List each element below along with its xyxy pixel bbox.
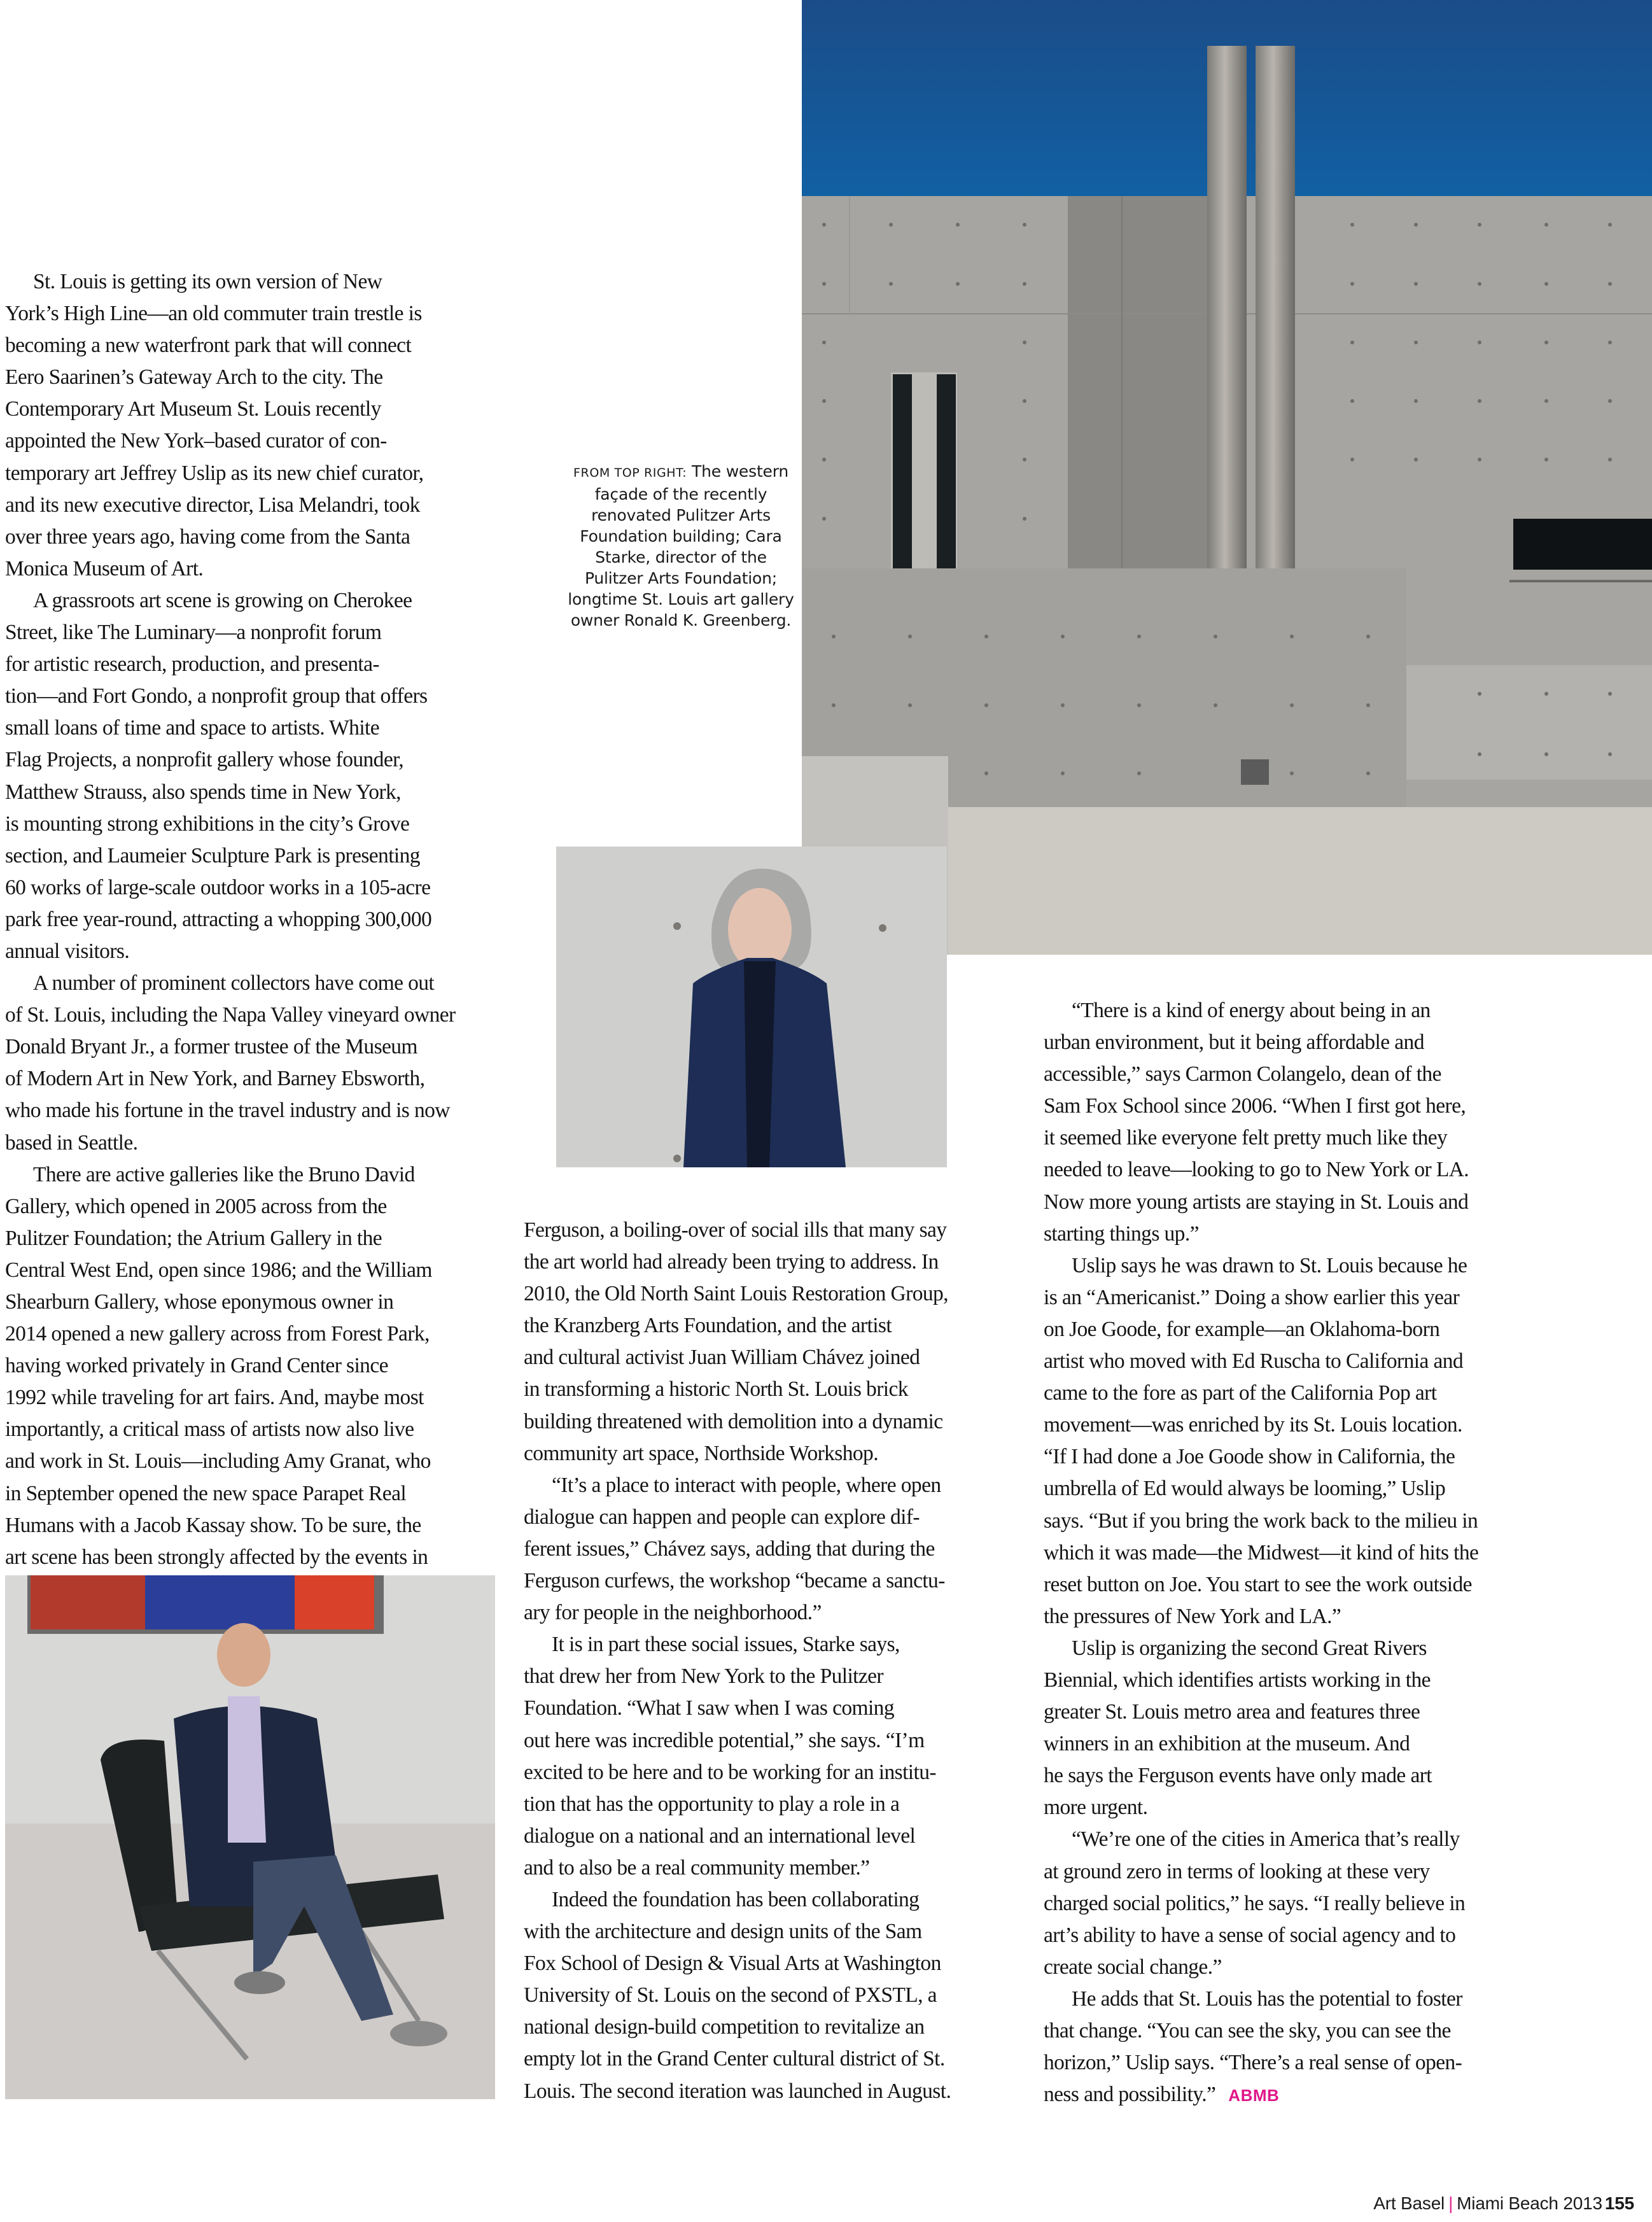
vent	[1241, 759, 1269, 785]
text-line: Louis. The second iteration was launched in August.	[524, 2079, 951, 2103]
text-line: starting things up.”	[1044, 1221, 1199, 1246]
text-line: movement—was enriched by its St. Louis location.	[1044, 1413, 1462, 1437]
text-line: Contemporary Art Museum St. Louis recently	[5, 397, 381, 421]
article-column-middle	[524, 1214, 1014, 2107]
text-line: ness and possibility.” ABMB	[1044, 2083, 1280, 2107]
article-column-right	[1044, 995, 1540, 2111]
text-line: empty lot in the Grand Center cultural district of St.	[524, 2047, 945, 2071]
text-line: who made his fortune in the travel industry and is now	[5, 1099, 450, 1123]
text-line: It is in part these social issues, Starke says,	[552, 1633, 900, 1657]
text-line: umbrella of Ed would always be looming,” Uslip	[1044, 1477, 1446, 1501]
text-line: becoming a new waterfront park that will connect	[5, 334, 412, 358]
text-line: having worked privately in Grand Center since	[5, 1354, 388, 1378]
chimney-pipe	[1256, 46, 1295, 569]
text-line: with the architecture and design units of the Sam	[524, 1920, 922, 1944]
caption-lead: FROM TOP RIGHT:	[573, 466, 687, 480]
text-line: York’s High Line—an old commuter train trestle is	[5, 302, 422, 326]
text-line: which it was made—the Midwest—it kind of hits the	[1044, 1540, 1479, 1565]
paragraph	[1044, 1250, 1540, 1633]
text-line: he says the Ferguson events have only made art	[1044, 1764, 1432, 1788]
text-line: Ferguson curfews, the workshop “became a sanctu-	[524, 1569, 945, 1593]
shadow-panel	[1068, 196, 1208, 568]
text-line: and work in St. Louis—including Amy Granat, who	[5, 1449, 431, 1473]
text-line: artist who moved with Ed Ruscha to California and	[1044, 1349, 1464, 1374]
text-line: “If I had done a Joe Goode show in California, the	[1044, 1445, 1455, 1469]
text-line: Humans with a Jacob Kassay show. To be sure, the	[5, 1513, 421, 1537]
text-line: out here was incredible potential,” she says. “I’m	[524, 1728, 925, 1752]
text-line: reset button on Joe. You start to see the work outside	[1044, 1572, 1472, 1596]
text-line: He adds that St. Louis has the potential to foster	[1072, 1986, 1462, 2011]
text-line: over three years ago, having come from the Santa	[5, 524, 410, 549]
text-line: the Kranzberg Arts Foundation, and the artist	[524, 1314, 892, 1338]
text-line: ferent issues,” Chávez says, adding that during the	[524, 1536, 935, 1561]
text-line: in transforming a historic North St. Louis brick	[524, 1377, 908, 1402]
text-line: Now more young artists are staying in St. Louis and	[1044, 1190, 1469, 1214]
text-line: section, and Laumeier Sculpture Park is presenting	[5, 843, 420, 868]
text-line: it seemed like everyone felt pretty much like they	[1044, 1126, 1448, 1150]
facade-illustration	[802, 0, 1652, 955]
text-line: Flag Projects, a nonprofit gallery whose founder,	[5, 748, 404, 772]
text-line: park free year-round, attracting a whopping 300,000	[5, 907, 432, 931]
text-line: Ferguson, a boiling-over of social ills that many say	[524, 1218, 947, 1242]
edition-name: Miami Beach 2013	[1457, 2193, 1602, 2213]
text-line: is an “Americanist.” Doing a show earlier this year	[1044, 1285, 1460, 1309]
text-line: Gallery, which opened in 2005 across from the	[5, 1194, 387, 1218]
paragraph	[5, 1159, 496, 1573]
article-column-left	[5, 266, 496, 1573]
text-line: 1992 while traveling for art fairs. And, maybe most	[5, 1386, 424, 1410]
text-line: in September opened the new space Parapet Real	[5, 1481, 407, 1505]
text-line: and to also be a real community member.”	[524, 1855, 870, 1880]
paragraph	[1044, 1633, 1540, 1824]
pavement	[948, 807, 1652, 955]
paragraph	[5, 967, 496, 1159]
text-line: tion that has the opportunity to play a role in a	[524, 1792, 900, 1816]
text-line: create social change.”	[1044, 1955, 1222, 1979]
text-line: charged social politics,” he says. “I really believe in	[1044, 1891, 1466, 1915]
text-line: of St. Louis, including the Napa Valley vineyard owner	[5, 1003, 456, 1027]
paragraph	[524, 1470, 1014, 1629]
text-line: “It’s a place to interact with people, where open	[552, 1473, 941, 1497]
text-line: Foundation. “What I saw when I was coming	[524, 1696, 894, 1720]
text-line: the art world had already been trying to address. In	[524, 1250, 939, 1274]
text-line: Donald Bryant Jr., a former trustee of the Museum	[5, 1035, 417, 1059]
text-line: 2010, the Old North Saint Louis Restoration Group,	[524, 1282, 948, 1306]
text-line: the pressures of New York and LA.”	[1044, 1604, 1341, 1628]
text-line: is mounting strong exhibitions in the city’s Grove	[5, 812, 410, 836]
face	[217, 1623, 270, 1687]
text-line: building threatened with demolition into a dynamic	[524, 1409, 943, 1433]
photo-caption	[566, 461, 795, 631]
paragraph	[1044, 995, 1540, 1250]
text-line: 60 works of large-scale outdoor works in a 105-acre	[5, 875, 431, 899]
text-line: at ground zero in terms of looking at these very	[1044, 1859, 1430, 1883]
paragraph	[524, 1629, 1014, 1884]
text-line: says. “But if you bring the work back to the milieu in	[1044, 1508, 1478, 1533]
text-line: Matthew Strauss, also spends time in New York,	[5, 780, 401, 804]
text-line: A number of prominent collectors have come out	[33, 971, 435, 995]
text-line: and its new executive director, Lisa Melandri, took	[5, 493, 420, 517]
caption-text: The western façade of the recently renovated Pulitzer Arts Foundation building; Cara Starke, director of the Pulitzer Arts Foundation; longtime St. Louis art gallery owner Ronald K. Greenberg.	[568, 462, 794, 629]
text-line: greater St. Louis metro area and features three	[1044, 1700, 1420, 1724]
text-line: winners in an exhibition at the museum. And	[1044, 1732, 1410, 1756]
text-line: temporary art Jeffrey Uslip as its new chief curator,	[5, 461, 424, 485]
text-line: accessible,” says Carmon Colangelo, dean of the	[1044, 1062, 1441, 1086]
text-line: importantly, a critical mass of artists now also live	[5, 1417, 414, 1442]
text-line: excited to be here and to be working for an institu-	[524, 1760, 936, 1784]
text-line: University of St. Louis on the second of PXSTL, a	[524, 1983, 937, 2008]
text-line: came to the fore as part of the California Pop art	[1044, 1381, 1437, 1405]
text-line: A grassroots art scene is growing on Cherokee	[33, 588, 412, 612]
text-line: Uslip is organizing the second Great Rivers	[1072, 1636, 1427, 1660]
text-line: “There is a kind of energy about being in an	[1072, 999, 1431, 1022]
text-line: Eero Saarinen’s Gateway Arch to the city. The	[5, 365, 383, 390]
photo-ronald-greenberg	[5, 1575, 495, 2099]
page-footer	[1373, 2193, 1634, 2214]
text-line: on Joe Goode, for example—an Oklahoma-born	[1044, 1317, 1440, 1341]
text-line: that drew her from New York to the Pulitzer	[524, 1664, 883, 1689]
page-number: 155	[1604, 2193, 1634, 2213]
slit-window	[937, 374, 956, 568]
text-line: of Modern Art in New York, and Barney Ebsworth,	[5, 1067, 425, 1091]
text-line: St. Louis is getting its own version of New	[33, 270, 382, 293]
text-line: needed to leave—looking to go to New York or LA.	[1044, 1158, 1469, 1182]
text-line: art scene has been strongly affected by the events in	[5, 1545, 428, 1569]
slit-window	[893, 374, 912, 568]
text-line: for artistic research, production, and presenta-	[5, 652, 379, 677]
text-line: Fox School of Design & Visual Arts at Washington	[524, 1951, 941, 1976]
publication-name: Art Basel	[1373, 2193, 1445, 2213]
text-line: Street, like The Luminary—a nonprofit forum	[5, 621, 382, 645]
text-line: Uslip says he was drawn to St. Louis because he	[1072, 1253, 1467, 1277]
text-line: small loans of time and space to artists. White	[5, 716, 380, 740]
paragraph	[1044, 1824, 1540, 1983]
paragraph	[5, 266, 496, 585]
text-line: tion—and Fort Gondo, a nonprofit group that offers	[5, 684, 428, 708]
portrait-illustration	[556, 847, 947, 1167]
text-line: Biennial, which identifies artists working in the	[1044, 1668, 1431, 1692]
paragraph	[524, 1214, 1014, 1470]
text-line: based in Seattle.	[5, 1130, 138, 1155]
text-line: 2014 opened a new gallery across from Forest Park,	[5, 1322, 430, 1346]
text-line: “We’re one of the cities in America that’s really	[1072, 1827, 1460, 1852]
text-line: community art space, Northside Workshop.	[524, 1441, 878, 1465]
paragraph	[5, 585, 496, 967]
text-line: Sam Fox School since 2006. “When I first got here,	[1044, 1094, 1466, 1118]
footer-separator: |	[1448, 2193, 1453, 2213]
photo-cara-starke	[556, 847, 947, 1167]
text-line: Monica Museum of Art.	[5, 556, 204, 580]
text-line: Indeed the foundation has been collaborating	[552, 1887, 920, 1911]
photo-pulitzer-facade	[802, 0, 1652, 955]
collector-illustration	[5, 1575, 495, 2099]
text-line: ary for people in the neighborhood.”	[524, 1601, 822, 1625]
paragraph	[1044, 1983, 1540, 2111]
text-line: that change. “You can see the sky, you can see the	[1044, 2019, 1451, 2043]
text-line: and cultural activist Juan William Chávez joined	[524, 1346, 920, 1370]
paragraph	[524, 1884, 1014, 2107]
text-line: more urgent.	[1044, 1796, 1148, 1820]
text-line: Central West End, open since 1986; and the William	[5, 1258, 432, 1282]
text-line: There are active galleries like the Bruno David	[33, 1162, 415, 1186]
text-line: annual visitors.	[5, 939, 130, 963]
text-line: Pulitzer Foundation; the Atrium Gallery in the	[5, 1226, 382, 1250]
text-line: national design-build competition to revitalize an	[524, 2015, 925, 2039]
text-line: Shearburn Gallery, whose eponymous owner in	[5, 1290, 394, 1314]
horizontal-window	[1513, 519, 1652, 570]
text-line: dialogue can happen and people can explore dif-	[524, 1505, 920, 1529]
text-line: appointed the New York–based curator of con-	[5, 429, 387, 453]
article-signoff: ABMB	[1228, 2086, 1280, 2106]
chimney-pipe	[1207, 46, 1247, 569]
text-line: art’s ability to have a sense of social agency and to	[1044, 1923, 1456, 1947]
text-line: urban environment, but it being affordable and	[1044, 1030, 1424, 1055]
text-line: dialogue on a national and an international level	[524, 1824, 916, 1848]
text-line: horizon,” Uslip says. “There’s a real sense of open-	[1044, 2051, 1462, 2075]
lower-wall	[1406, 665, 1652, 780]
